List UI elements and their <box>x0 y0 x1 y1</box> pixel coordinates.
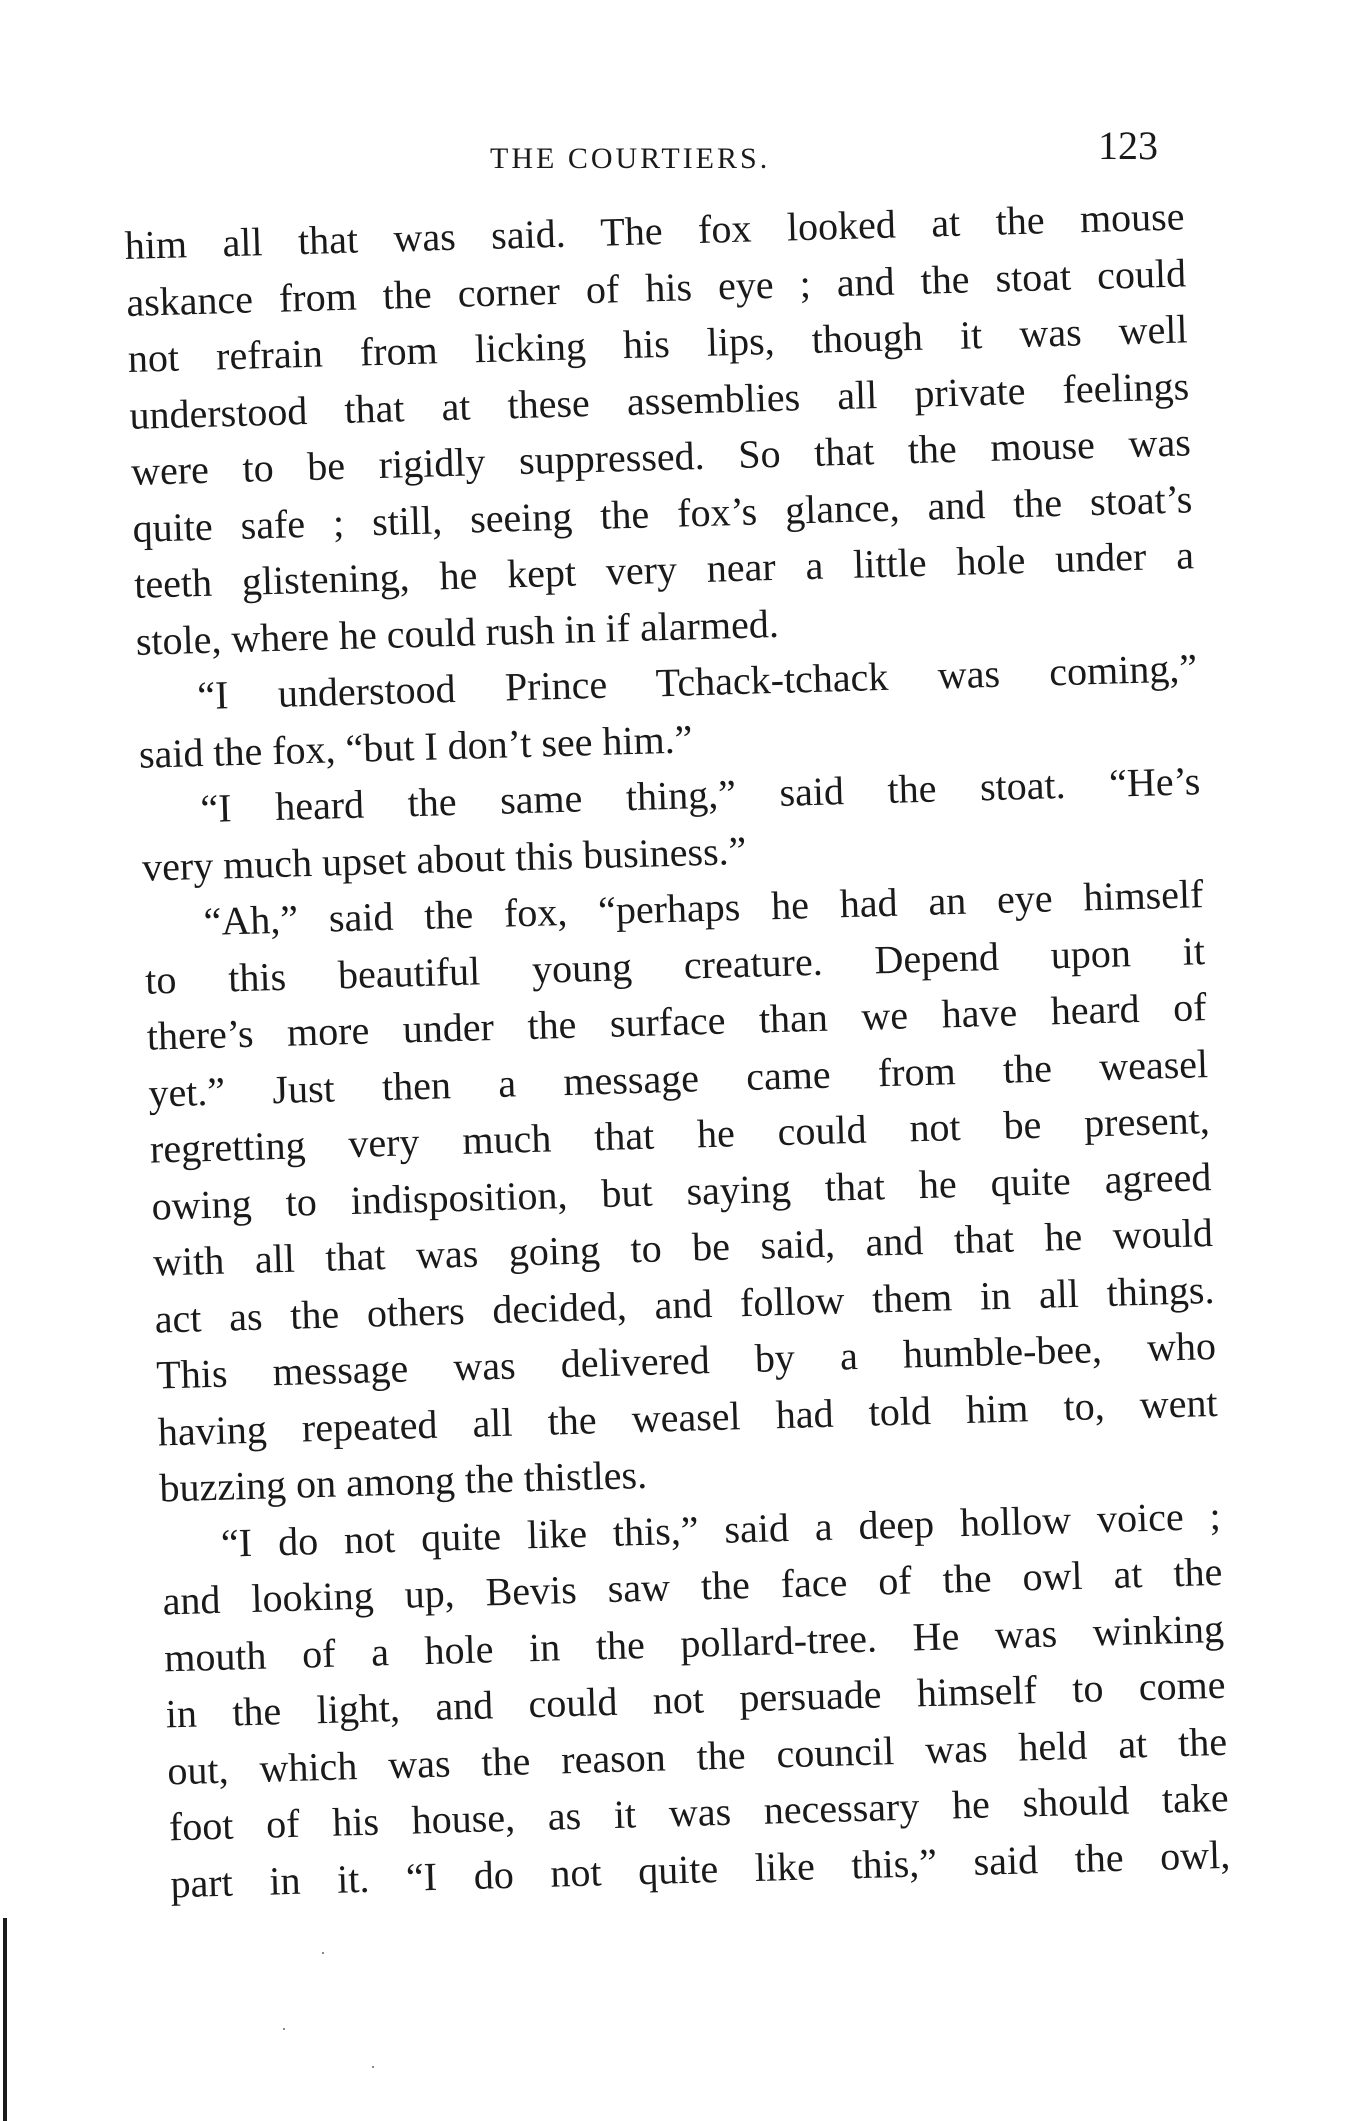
text-line: “Ah,” said the fox, “perhaps he had an eye himself <box>203 871 1204 945</box>
text-line: “I heard the same thing,” said the stoat. “He’s <box>199 758 1201 832</box>
text-line: understood that at these assemblies all private feelings <box>128 362 1190 438</box>
running-title: THE COURTIERS. <box>490 142 771 175</box>
page-number: 123 <box>1098 123 1158 168</box>
text-line: very much upset about this business.” <box>141 827 747 890</box>
scan-speck <box>283 2028 285 2030</box>
text-line: foot of his house, as it was necessary he should take <box>168 1774 1230 1850</box>
text-line: him all that was said. The fox looked at the mouse <box>124 193 1185 268</box>
text-line: mouth of a hole in the pollard-tree. He was winking <box>163 1605 1225 1680</box>
text-line: yet.” Just then a message came from the weasel <box>147 1040 1209 1116</box>
text-line: teeth glistening, he kept very near a little hole under a <box>133 532 1195 607</box>
text-line: regretting very much that he could not be present, <box>149 1097 1211 1172</box>
text-line: there’s more under the surface than we have heard of <box>146 984 1208 1059</box>
scan-speck <box>322 1952 324 1954</box>
text-line: askance from the corner of his eye ; and the stoat could <box>125 249 1187 325</box>
text-line: owing to indisposition, but saying that he quite agreed <box>150 1153 1212 1229</box>
text-line: to this beautiful young creature. Depend upon it <box>144 927 1206 1003</box>
text-line: quite safe ; still, seeing the fox’s glance, and the stoat’s <box>132 475 1193 551</box>
text-line: out, which was the reason the council was held at the <box>166 1718 1228 1793</box>
text-line: stole, where he could rush in if alarmed. <box>135 600 780 664</box>
text-line: buzzing on among the thistles. <box>158 1451 648 1511</box>
scan-speck <box>372 2066 374 2068</box>
text-line: not refrain from licking his lips, though it was well <box>127 306 1189 381</box>
text-line: in the light, and could not persuade himself to come <box>165 1661 1226 1737</box>
text-line: part in it. “I do not quite like this,” said the owl, <box>169 1831 1231 1906</box>
text-line: “I do not quite like this,” said a deep hollow voice ; <box>220 1492 1222 1566</box>
text-line: act as the others decided, and follow them in all things. <box>154 1266 1215 1342</box>
text-line: “I understood Prince Tchack-tchack was coming,” <box>196 645 1198 719</box>
text-line: were to be rigidly suppressed. So that the mouse was <box>130 419 1192 494</box>
text-line: with all that was going to be said, and that he would <box>152 1210 1214 1285</box>
text-line: This message was delivered by a humble-bee, who <box>155 1322 1217 1398</box>
text-line: said the fox, “but I don’t see him.” <box>138 715 693 777</box>
page-binding-edge <box>3 1918 7 2121</box>
text-line: having repeated all the weasel had told him to, went <box>157 1379 1219 1455</box>
body-text <box>124 188 1231 1912</box>
text-line: and looking up, Bevis saw the face of the owl at the <box>162 1548 1223 1624</box>
